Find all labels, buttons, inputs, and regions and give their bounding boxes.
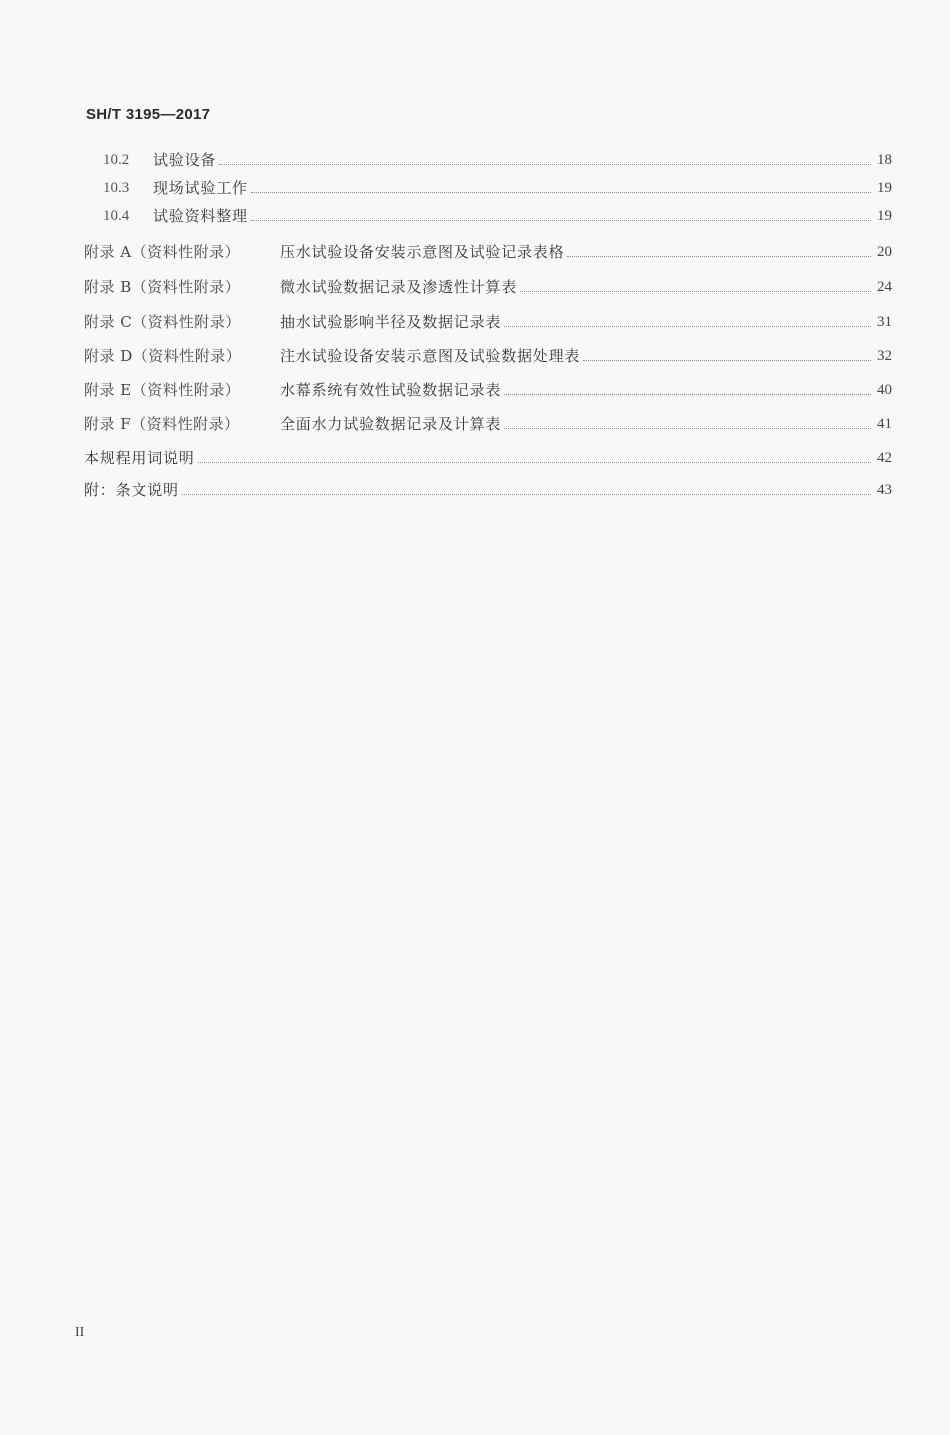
toc-entry-10-4[interactable] [103, 204, 892, 226]
toc-section-number: 10.3 [103, 180, 130, 196]
toc-title: 附：条文说明 [84, 481, 179, 499]
toc-title: 抽水试验影响半径及数据记录表 [280, 313, 502, 331]
toc-page-number: 20 [877, 244, 892, 260]
toc-entry-appendix-d[interactable] [84, 344, 892, 366]
dot-leader [198, 461, 871, 463]
dot-leader [504, 325, 871, 327]
toc-entry-explanation[interactable] [84, 478, 892, 500]
dot-leader [504, 427, 871, 429]
dot-leader [219, 163, 871, 165]
dot-leader [567, 255, 871, 257]
toc-entry-appendix-b[interactable] [84, 275, 892, 297]
toc-page-number: 18 [877, 152, 892, 168]
page-number: II [75, 1325, 85, 1340]
toc-title: 全面水力试验数据记录及计算表 [280, 415, 502, 433]
dot-leader [583, 359, 871, 361]
toc-page-number: 19 [877, 180, 892, 196]
toc-title: 试验资料整理 [153, 207, 248, 225]
toc-section-number: 10.4 [103, 208, 130, 224]
toc-page-number: 19 [877, 208, 892, 224]
toc-page-number: 31 [877, 314, 892, 330]
toc-entry-10-2[interactable] [103, 148, 892, 170]
toc-page-number: 40 [877, 382, 892, 398]
toc-entry-appendix-e[interactable] [84, 378, 892, 400]
toc-title: 注水试验设备安装示意图及试验数据处理表 [280, 347, 581, 365]
toc-entry-appendix-c[interactable] [84, 310, 892, 332]
toc-entry-terminology[interactable] [84, 446, 892, 468]
toc-appendix-prefix: 附录 A（资料性附录） [84, 243, 241, 261]
toc-section-number: 10.2 [103, 152, 130, 168]
dot-leader [251, 219, 871, 221]
toc-appendix-prefix: 附录 B（资料性附录） [84, 278, 241, 296]
toc-appendix-prefix: 附录 F（资料性附录） [84, 415, 240, 433]
toc-entry-10-3[interactable] [103, 176, 892, 198]
dot-leader [520, 290, 871, 292]
toc-page-number: 32 [877, 348, 892, 364]
toc-entry-appendix-f[interactable] [84, 412, 892, 434]
toc-title: 压水试验设备安装示意图及试验记录表格 [280, 243, 565, 261]
toc-entry-appendix-a[interactable] [84, 240, 892, 262]
toc-page-number: 24 [877, 279, 892, 295]
toc-page-number: 42 [877, 450, 892, 466]
toc-title: 现场试验工作 [153, 179, 248, 197]
dot-leader [251, 191, 871, 193]
toc-title: 本规程用词说明 [84, 449, 195, 467]
toc-appendix-prefix: 附录 E（资料性附录） [84, 381, 241, 399]
toc-title: 水幕系统有效性试验数据记录表 [280, 381, 502, 399]
toc-title: 微水试验数据记录及渗透性计算表 [280, 278, 518, 296]
dot-leader [182, 493, 871, 495]
dot-leader [504, 393, 871, 395]
toc-appendix-prefix: 附录 C（资料性附录） [84, 313, 241, 331]
toc-page-number: 43 [877, 482, 892, 498]
toc-title: 试验设备 [153, 151, 217, 169]
toc-page-number: 41 [877, 416, 892, 432]
toc-appendix-prefix: 附录 D（资料性附录） [84, 347, 242, 365]
standard-code: SH/T 3195—2017 [86, 106, 211, 123]
